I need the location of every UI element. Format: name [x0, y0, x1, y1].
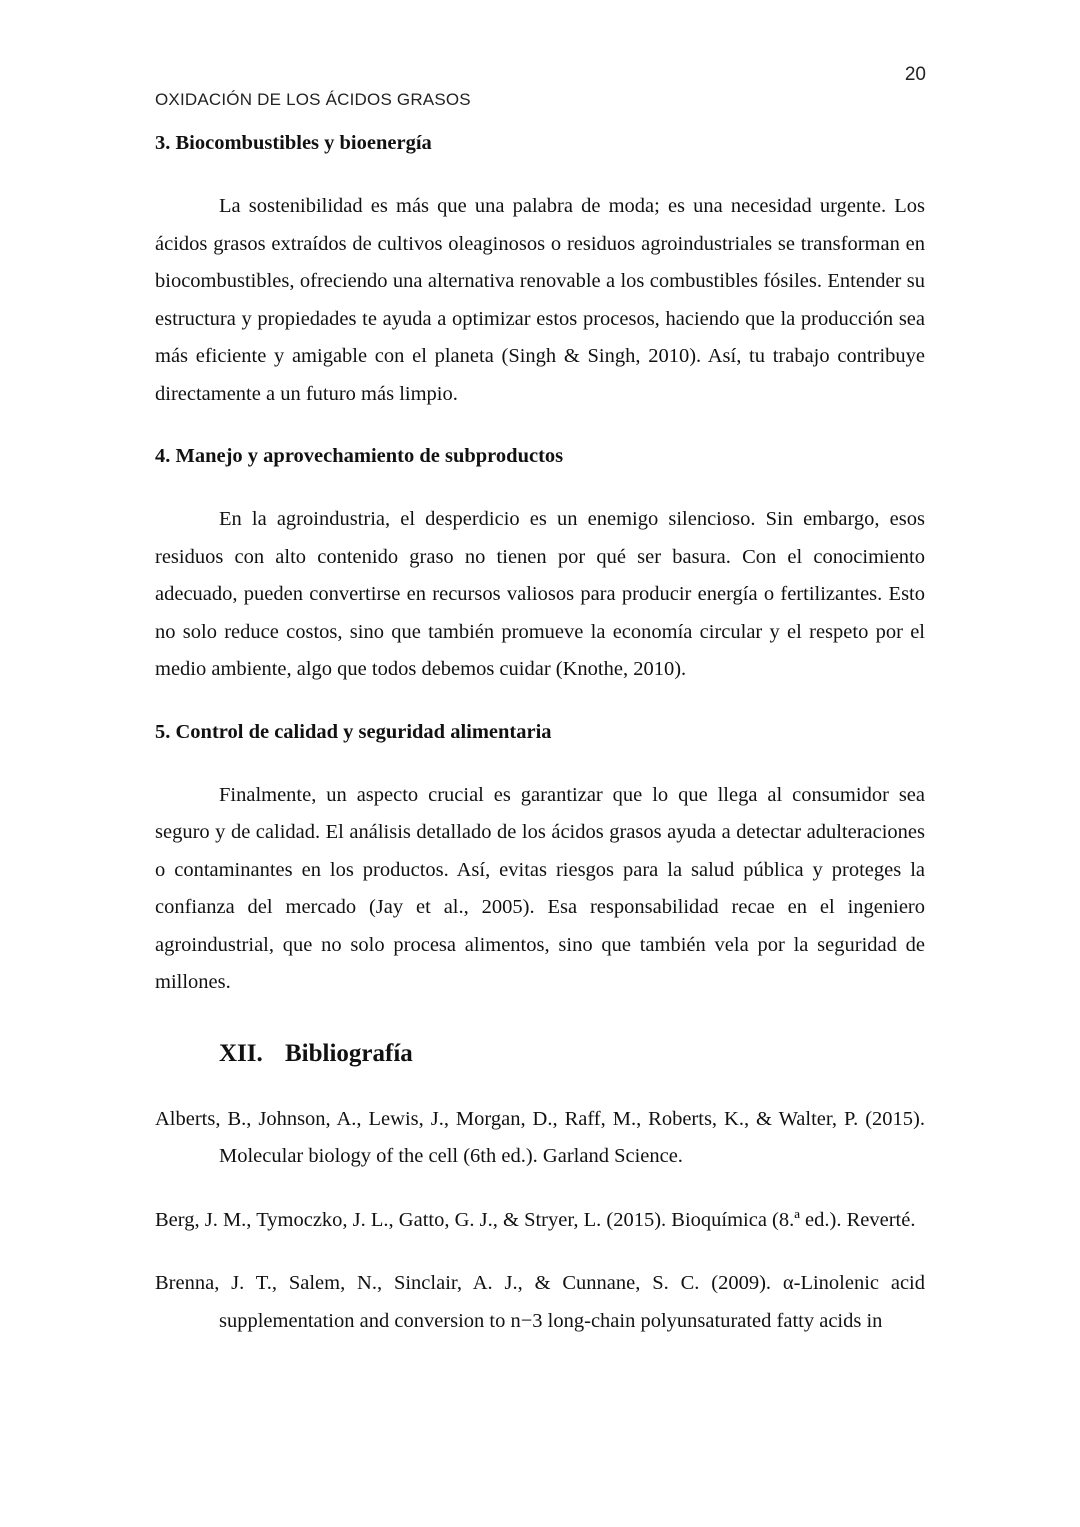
section-heading-subproductos: 4. Manejo y aprovechamiento de subproductos	[155, 445, 564, 467]
bibliography-heading	[219, 1035, 925, 1073]
section-heading-biocombustibles: 3. Biocombustibles y bioenergía	[155, 132, 432, 154]
section-paragraph-biocombustibles: La sostenibilidad es más que una palabra de moda; es una necesidad urgente. Los ácidos grasos extraídos de cultivos oleaginosos o residuos agroindustriales se transforman en biocombustibles, ofreciendo una alternativa renovable a los combustibles fósiles. Entender su estructura y propiedades te ayuda a optimizar estos procesos, haciendo que la producción sea más eficiente y amigable con el planeta (Singh & Singh, 2010). Así, tu trabajo contribuye directamente a un futuro más limpio.	[155, 195, 925, 405]
section-paragraph-subproductos: En la agroindustria, el desperdicio es un enemigo silencioso. Sin embargo, esos residuos con alto contenido graso no tienen por qué ser basura. Con el conocimiento adecuado, pueden convertirse en recursos valiosos para producir energía o fertilizantes. Esto no solo reduce costos, sino que también promueve la economía circular y el respeto por el medio ambiente, algo que todos debemos cuidar (Knothe, 2010).	[155, 508, 925, 680]
section-heading-calidad: 5. Control de calidad y seguridad alimentaria	[155, 720, 552, 743]
document-body	[155, 126, 925, 1366]
reference-entry: Berg, J. M., Tymoczko, J. L., Gatto, G. J., & Stryer, L. (2015). Bioquímica (8.ª ed.). Reverté.	[155, 1208, 916, 1231]
bibliography-number: XII.	[219, 1039, 263, 1067]
page-number: 20	[904, 64, 926, 85]
bibliography-title: Bibliografía	[285, 1039, 413, 1067]
section-paragraph-calidad: Finalmente, un aspecto crucial es garantizar que lo que llega al consumidor sea seguro y de calidad. El análisis detallado de los ácidos grasos ayuda a detectar adulteraciones o contaminantes en los productos. Así, evitas riesgos para la salud pública y proteges la confianza del mercado (Jay et al., 2005). Esa responsabilidad recae en el ingeniero agroindustrial, que no solo procesa alimentos, sino que también vela por la seguridad de millones.	[155, 783, 925, 993]
reference-entry: Brenna, J. T., Salem, N., Sinclair, A. J., & Cunnane, S. C. (2009). α-Linolenic acid supplementation and conversion to n−3 long-chain polyunsaturated fatty acids in	[155, 1272, 925, 1332]
running-head: OXIDACIÓN DE LOS ÁCIDOS GRASOS	[155, 90, 471, 109]
reference-entry: Alberts, B., Johnson, A., Lewis, J., Morgan, D., Raff, M., Roberts, K., & Walter, P. (2015). Molecular biology of the cell (6th ed.). Garland Science.	[155, 1107, 925, 1167]
